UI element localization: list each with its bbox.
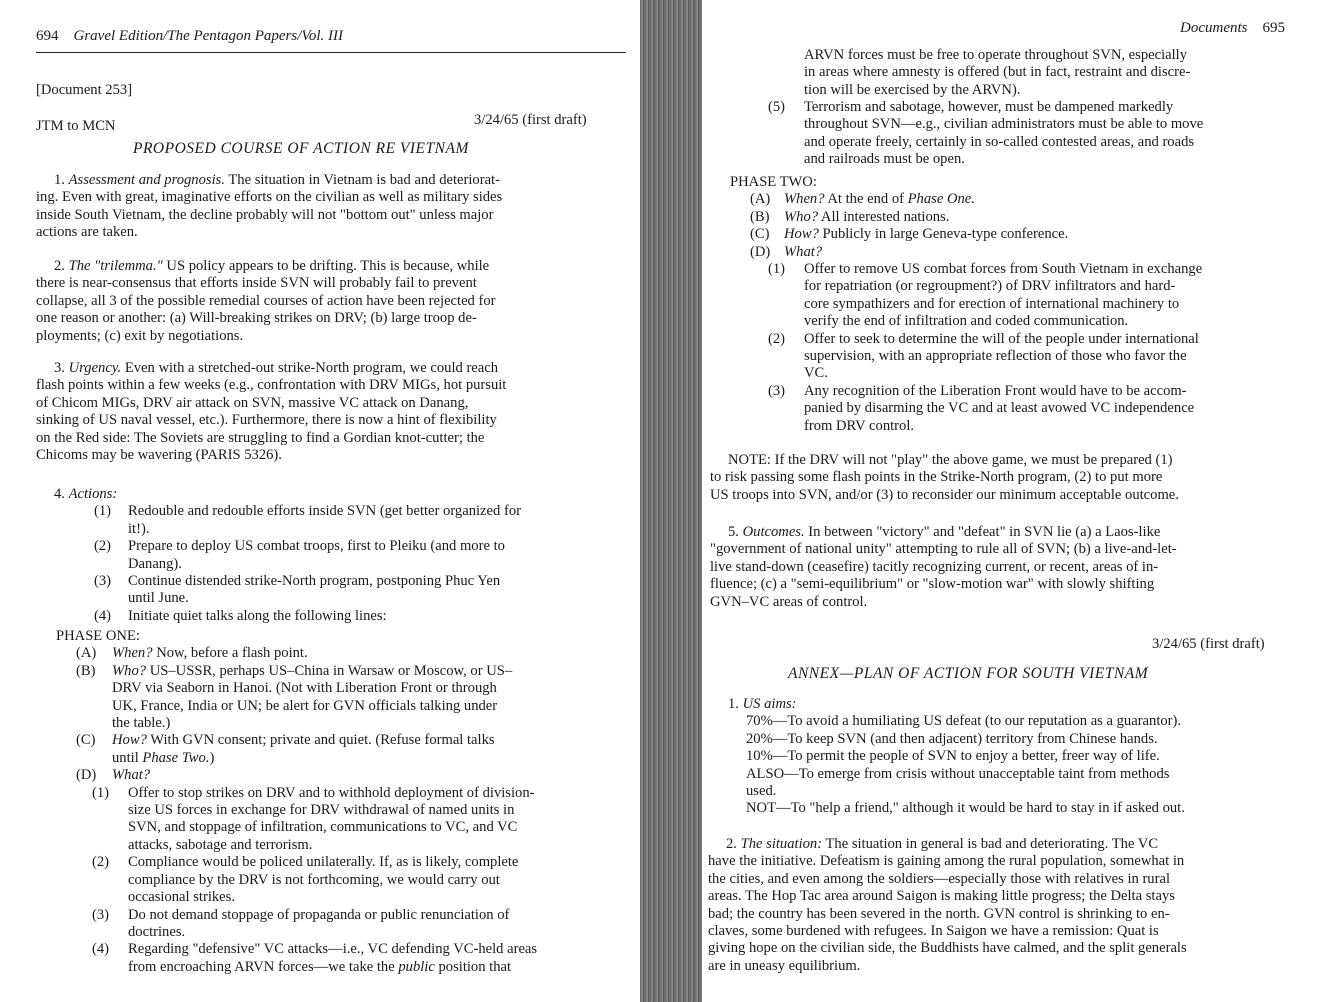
book-gutter <box>640 0 702 1002</box>
left-page-number: 694 <box>36 28 59 44</box>
right-running-title: Documents <box>1180 20 1248 36</box>
list-item: (3) Continue distended strike-North program, postponing Phuc Yen until June. <box>94 573 501 607</box>
list-item: (2) Prepare to deploy US combat troops, first to Pleiku (and more to Danang). <box>94 538 505 572</box>
paragraph-heading: Actions: <box>68 486 118 502</box>
list-item: (1) Redouble and redouble efforts inside SVN (get better organized for it!). <box>94 503 521 537</box>
paragraph-heading: Assessment and prognosis. <box>68 172 225 188</box>
list-item: (4) Regarding "defensive" VC attacks—i.e., VC defending VC-held areas from encroaching ARVN forces—we take the public position that <box>92 941 538 975</box>
paragraph-urgency: 3. Urgency. Even with a stretched-out strike-North program, we could reach flash points within a few weeks (e.g., confrontation with DRV MIGs, hot pursuit of Chicom MIGs, DRV air attack on SVN, massive VC attack on Danang, sinking of US naval vessel, etc.). Furthermore, there is now a hint of flexibility on the Red side: The Soviets are struggling to find a Gordian knot-cutter; the Chicoms may be wavering (PARIS 5326). <box>36 360 507 464</box>
paragraph-us-aims: 1. US aims: 70%—To avoid a humiliating US defeat (to our reputation as a guarantor). 20%—To keep SVN (and then adjacent) territory from Chinese hands. 10%—To permit the people of SVN to enjoy a better, freer way of life. ALSO—To emerge from crisis without unacceptable taint from methods used. NOT—To "help a friend," although it would be hard to stay in if asked out. <box>728 696 1185 817</box>
list-item: (B) Who? All interested nations. <box>750 208 950 225</box>
paragraph-situation: 2. The situation: The situation in general is bad and deteriorating. The VC have the initiative. Defeatism is gaining among the rural population, somewhat in the cities, and even among the soldiers—especially those with relatives in rural areas. The Hop Tac area around Saigon is making little progress; the Delta stays bad; the country has been severed in the north. GVN control is shrinking to en- claves, some burdened with refugees. In Saigon we have a remission: Quat is giving hope on the civilian side, the Buddhists have calmed, and the split generals are in uneasy equilibrium. <box>708 836 1187 974</box>
right-page <box>700 0 1333 1002</box>
list-item: (B) Who? US–USSR, perhaps US–China in Warsaw or Moscow, or US– DRV via Seaborn in Hanoi. (Not with Liberation Front or through UK, France, India or UN; be alert for GVN officials talking under the table.) <box>76 662 513 732</box>
list-item: (2) Offer to seek to determine the will of the people under international supervision, with an appropriate reflection of those who favor the VC. <box>768 330 1199 382</box>
annex-title: ANNEX—PLAN OF ACTION FOR SOUTH VIETNAM <box>788 665 1149 682</box>
list-item: (A) When? At the end of Phase One. <box>750 191 975 208</box>
paragraph-actions: 4. Actions: (1) Redouble and redouble efforts inside SVN (get better organized for it!). (2) Prepare to deploy US combat troops, first to Pleiku (and more to Danang). (3) Continue distended strike-North program, postponing Phuc Yen until June. (4) Initiate quiet talks along the following lines: <box>54 486 624 625</box>
list-item: (C) How? Publicly in large Geneva-type conference. <box>750 226 1069 243</box>
left-running-title: Gravel Edition/The Pentagon Papers/Vol. III <box>73 28 344 44</box>
header-rule <box>36 52 626 53</box>
left-running-head <box>36 28 343 45</box>
paragraph-heading: Urgency. <box>68 360 122 376</box>
list-item: (C) How? With GVN consent; private and quiet. (Refuse formal talks until Phase Two.) <box>76 732 495 766</box>
paragraph-heading: The "trilemma." <box>68 258 163 274</box>
paragraph-heading: The situation: <box>740 836 823 852</box>
phase-heading: PHASE TWO: <box>730 174 817 190</box>
annex-date: 3/24/65 (first draft) <box>1152 636 1265 652</box>
phase-heading: PHASE ONE: <box>56 628 140 644</box>
paragraph-heading: US aims: <box>742 696 797 712</box>
list-item: (5) Terrorism and sabotage, however, must be dampened markedly throughout SVN—e.g., civilian administrators must be able to move and operate freely, certainly in so-called contested areas, and roads and railroads must be open. <box>768 99 1204 168</box>
note-paragraph: NOTE: If the DRV will not "play" the above game, we must be prepared (1) to risk passing some flash points in the Strike-North program, (2) to put more US troops into SVN, and/or (3) to reconsider our minimum acceptable outcome. <box>710 452 1179 503</box>
list-item: (3) Any recognition of the Liberation Front would have to be accom- panied by disarming the VC and at least avowed VC independence from DRV control. <box>768 382 1195 434</box>
right-running-head <box>1180 20 1285 37</box>
list-item: (A) When? Now, before a flash point. <box>76 645 308 662</box>
list-item: (2) Compliance would be policed unilaterally. If, as is likely, complete compliance by the DRV is not forthcoming, we would carry out occasional strikes. <box>92 854 519 906</box>
document-date: 3/24/65 (first draft) <box>474 112 587 128</box>
list-item: (4) Initiate quiet talks along the following lines: <box>94 607 387 624</box>
document-title: PROPOSED COURSE OF ACTION RE VIETNAM <box>133 140 469 157</box>
phase-one <box>56 628 624 976</box>
list-item: (1) Offer to remove US combat forces from South Vietnam in exchange for repatriation (or regroupment?) of DRV infiltrators and hard- core sympathizers and for erection of international machinery to verify the end of infiltration and coded communication. <box>768 261 1203 330</box>
right-page-number: 695 <box>1262 20 1285 36</box>
paragraph-trilemma: 2. The "trilemma." US policy appears to be drifting. This is because, while there is near-consensus that efforts inside SVN will probably fail to prevent collapse, all 3 of the possible remedial courses of action have been rejected for one reason or another: (a) Will-breaking strikes on DRV; (b) large troop de- ployments; (c) exit by negotiations. <box>36 258 496 344</box>
document-label: [Document 253] <box>36 82 133 98</box>
list-item: (1) Offer to stop strikes on DRV and to withhold deployment of division- size US forces in exchange for DRV withdrawal of named units in SVN, and stoppage of infiltration, communications to VC, and VC attacks, sabotage and terrorism. <box>92 784 535 853</box>
list-item: (3) Do not demand stoppage of propaganda or public renunciation of doctrines. <box>92 906 510 940</box>
list-item: (D) What? <box>76 767 151 784</box>
left-page <box>0 0 648 1002</box>
paragraph-heading: Outcomes. <box>742 524 805 540</box>
from-to: JTM to MCN <box>36 118 116 134</box>
paragraph-outcomes: 5. Outcomes. In between "victory" and "defeat" in SVN lie (a) a Laos-like "government of national unity" attempting to rule all of SVN; (b) a live-and-let- live stand-down (ceasefire) tacitly recognizing current, or recent, areas of in- fluence; (c) a "semi-equilibrium" or "slow-motion war" with slowly shifting GVN–VC areas of control. <box>710 524 1177 610</box>
phase-two <box>730 174 1305 435</box>
continued-item: ARVN forces must be free to operate throughout SVN, especially in areas where amnesty is offered (but in fact, restraint and discre- tion will be exercised by the ARVN). <box>804 47 1191 98</box>
paragraph-assessment: 1. Assessment and prognosis. The situation in Vietnam is bad and deteriorat- ing. Even with great, imaginative efforts on the civilian as well as military sides inside South Vietnam, the decline probably will not "bottom out" unless major actions are taken. <box>36 172 503 241</box>
list-item: (D) What? <box>750 243 823 260</box>
